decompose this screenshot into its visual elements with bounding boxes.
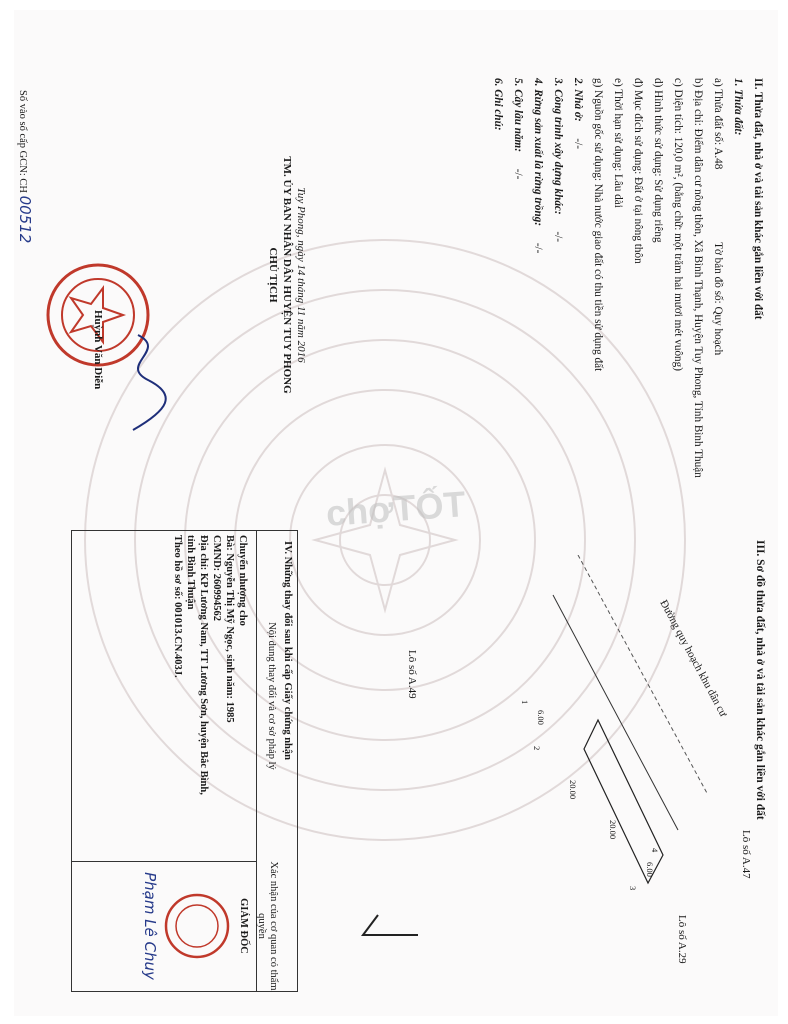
entry-line: Bà: Nguyễn Thị Mỹ Ngọc, sinh năm: 1985 <box>224 535 235 723</box>
parcel-number-text: a) Thửa đất số: A.48 <box>712 78 724 170</box>
forest-label: 4. Rừng sản xuất là rừng trồng: <box>532 78 544 227</box>
section4-heading: IV. Những thay đổi sau khi cấp Giấy chứng nhận <box>282 541 293 760</box>
serial-number <box>16 90 34 243</box>
usage-purpose: đ) Mục đích sử dụng: Đất ở tại nông thôn <box>632 78 644 264</box>
lot-a47: Lô số A.47 <box>740 830 752 879</box>
parcel-area: c) Diện tích: 120,0 m², (bằng chữ: một trăm hai mươi mét vuông) <box>672 78 684 371</box>
section2-heading: II. Thửa đất, nhà ở và tài sản khác gắn liền với đất <box>752 78 764 320</box>
house-label: 2. Nhà ở: <box>572 78 584 122</box>
changes-column-content: Nội dung thay đổi và cơ sở pháp lý <box>266 622 277 770</box>
notes-label: 6. Ghi chú: <box>492 78 504 131</box>
works-value: -/- <box>552 231 564 242</box>
point-4: 4 <box>650 848 660 853</box>
rotated-document <box>14 10 778 1016</box>
parcel-heading: 1. Thửa đất: <box>732 78 744 136</box>
authority-title: CHỦ TỊCH <box>267 247 279 303</box>
house-value: -/- <box>572 138 584 149</box>
parcel-number <box>708 78 728 548</box>
usage-term: e) Thời hạn sử dụng: Lâu dài <box>612 78 624 208</box>
road-label: Đường quy hoạch khu dân cư <box>657 598 730 719</box>
point-2: 2 <box>532 746 542 751</box>
forest-row <box>528 78 548 548</box>
works-label: 3. Công trình xây dựng khác: <box>552 78 564 215</box>
place-date: Tuy Phong, ngày 14 tháng 11 năm 2016 <box>295 187 307 363</box>
forest-value: -/- <box>532 242 544 254</box>
approval-cell <box>141 865 249 987</box>
entry-line: Chuyển nhượng cho <box>237 535 248 626</box>
point-3: 3 <box>628 886 638 891</box>
authority-name: TM. ỦY BAN NHÂN DÂN HUYỆN TUY PHONG <box>281 156 293 394</box>
approver-signature: Phạm Lê Chuy <box>141 872 159 980</box>
dimension-2: 20.00 <box>568 780 578 800</box>
section-land-parcel <box>488 78 768 548</box>
serial-label: Số vào sổ cấp GCN: CH <box>17 90 28 193</box>
serial-value: 00512 <box>16 195 34 244</box>
changes-table <box>71 530 298 992</box>
lot-a49: Lô số A.49 <box>406 650 418 699</box>
changes-table-header <box>256 531 297 991</box>
trees-row <box>508 78 528 548</box>
chairman-signature-icon <box>108 330 178 440</box>
watermark-logo: chợTỐT <box>324 483 467 534</box>
dimension-3: 20.00 <box>608 820 618 840</box>
approver-title: GIÁM ĐỐC <box>238 898 249 954</box>
entry-line: CMND: 260994562 <box>211 535 222 622</box>
parcel-diagram <box>358 555 718 995</box>
trees-label: 5. Cây lâu năm: <box>512 78 524 152</box>
entry-line: tỉnh Bình Thuận <box>185 535 196 610</box>
table-divider <box>72 861 257 862</box>
works-row <box>548 78 568 548</box>
house-row <box>568 78 588 548</box>
entry-line: Địa chỉ: KP Lương Nam, TT Lương Sơn, huyện Bắc Bình, <box>198 535 209 795</box>
lot-a29: Lô số A.29 <box>676 915 688 964</box>
trees-value: -/- <box>512 168 524 180</box>
parcel-address: b) Địa chỉ: Điểm dân cư nông thôn, Xã Bình Thạnh, Huyện Tuy Phong, Tỉnh Bình Thuận <box>692 78 704 478</box>
signature-block <box>266 110 308 440</box>
dimension-1: 6.00 <box>536 710 546 725</box>
entry-line: Theo hồ sơ số: 001013.CN.403J. <box>172 535 183 678</box>
point-1: 1 <box>520 700 530 705</box>
office-seal-icon <box>162 891 232 961</box>
changes-entry <box>171 535 249 855</box>
chairman-name: Huỳnh Văn Diễn <box>92 310 104 390</box>
dimension-4: 6.00 <box>645 862 655 877</box>
changes-column-approval: Xác nhận của cơ quan có thẩm quyền <box>256 861 279 991</box>
map-sheet-text: Tờ bản đồ số: Quy hoạch <box>712 242 724 356</box>
section3-heading: III. Sơ đồ thửa đất, nhà ở và tài sản khác gắn liền với đất <box>754 540 766 820</box>
usage-form: d) Hình thức sử dụng: Sử dụng riêng <box>652 78 664 243</box>
usage-origin: g) Nguồn gốc sử dụng: Nhà nước giao đất có thu tiền sử dụng đất <box>592 78 604 372</box>
